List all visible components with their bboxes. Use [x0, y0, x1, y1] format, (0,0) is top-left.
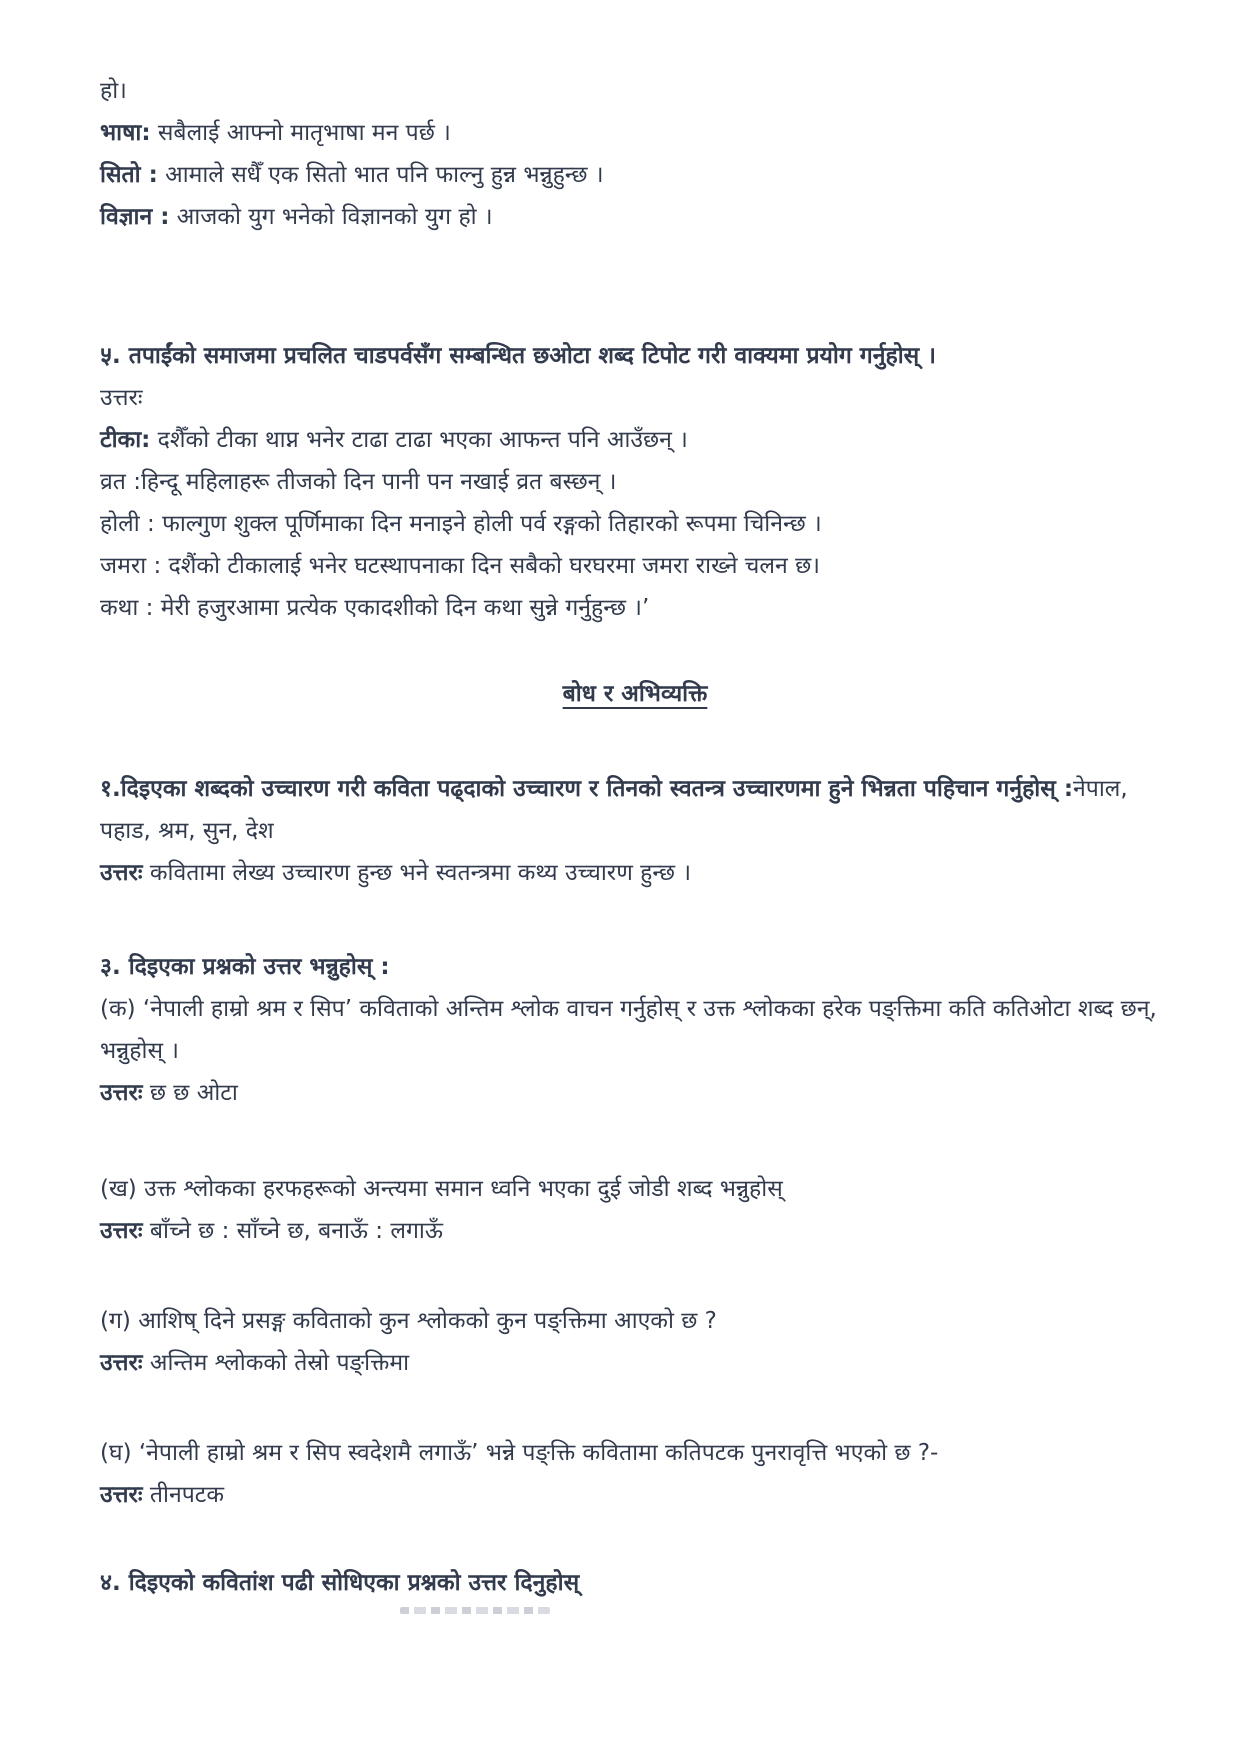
question-5-uttar-label: उत्तरः	[100, 385, 143, 411]
question-1-uttar-label: उत्तरः	[100, 860, 143, 886]
answer-jamara: जमरा : दशैंको टीकालाई भनेर घटस्थापनाका दिन सबैको घरघरमा जमरा राख्ने चलन छ।	[100, 553, 820, 579]
question-3-block	[100, 946, 1170, 1114]
question-5-heading: ५. तपाईंको समाजमा प्रचलित चाडपर्वसँग सम्बन्धित छओटा शब्द टिपोट गरी वाक्यमा प्रयोग गर्नुहोस् ।	[100, 343, 936, 369]
question-3-ga-answer-text: अन्तिम श्लोकको तेस्रो पङ्क्तिमा	[142, 1350, 410, 1376]
question-3-ga-block	[100, 1300, 1170, 1384]
definition-sito	[100, 154, 1170, 196]
question-1-word-list: नेपाल, पहाड, श्रम, सुन, देश	[100, 776, 1136, 844]
question-1-answer-text: कवितामा लेख्य उच्चारण हुन्छ भने स्वतन्त्रमा कथ्य उच्चारण हुन्छ ।	[142, 860, 692, 886]
question-4-heading: ४. दिइएको कवितांश पढी सोधिएका प्रश्नको उत्तर दिनुहोस्	[100, 1570, 580, 1596]
answer-tika-sentence: दशैँको टीका थाप्न भनेर टाढा टाढा भएका आफन्त पनि आउँछन् ।	[150, 427, 688, 453]
question-3-ka: (क) ‘नेपाली हाम्रो श्रम र सिप’ कविताको अन्तिम श्लोक वाचन गर्नुहोस् र उक्त श्लोकका हरेक पङ्क्तिमा कति कतिओटा शब्द छन्, भन्नुहोस् ।	[100, 996, 1165, 1064]
answer-brata: व्रत :हिन्दू महिलाहरू तीजको दिन पानी पन नखाई व्रत बस्छन् ।	[100, 469, 617, 495]
question-4-block	[100, 1562, 1170, 1614]
intro-line-ho	[100, 70, 1170, 112]
question-3-ka-answer-text: छ छ ओटा	[142, 1080, 238, 1106]
definition-bhasha	[100, 112, 1170, 154]
question-5-block	[100, 335, 1170, 629]
definition-bhasha-term: भाषा:	[100, 120, 151, 146]
question-1-answer	[100, 852, 1170, 894]
intro-answers-block	[100, 70, 1170, 238]
question-1-block	[100, 768, 1170, 894]
question-3-heading: ३. दिइएका प्रश्नको उत्तर भन्नुहोस् :	[100, 954, 390, 980]
question-3-ka-answer	[100, 1072, 1170, 1114]
question-3-kha-uttar-label: उत्तरः	[100, 1218, 143, 1244]
question-3-kha-block	[100, 1168, 1170, 1252]
section-heading-bodh-abhivyakti: बोध र अभिव्यक्ति	[562, 681, 708, 707]
definition-sito-sentence: आमाले सधैँ एक सितो भात पनि फाल्नु हुन्न भन्नुहुन्छ ।	[157, 162, 604, 188]
answer-tika-term: टीका:	[100, 427, 151, 453]
definition-bhasha-sentence: सबैलाई आफ्नो मातृभाषा मन पर्छ ।	[150, 120, 451, 146]
answer-katha: कथा : मेरी हजुरआमा प्रत्येक एकादशीको दिन कथा सुन्ने गर्नुहुन्छ ।’	[100, 595, 650, 621]
question-3-gha: (घ) ‘नेपाली हाम्रो श्रम र सिप स्वदेशमै लगाऊँ’ भन्ने पङ्क्ति कवितामा कतिपटक पुनरावृत्ति भएको छ ?-	[100, 1440, 939, 1466]
question-3-gha-block	[100, 1432, 1170, 1516]
definition-sito-term: सितो :	[100, 162, 158, 188]
question-3-kha-answer	[100, 1210, 1170, 1252]
intro-ho-text: हो।	[100, 78, 127, 104]
clipped-next-line-fragment	[400, 1607, 550, 1614]
definition-bigyan-sentence: आजको युग भनेको विज्ञानको युग हो ।	[169, 204, 493, 230]
answer-tika	[100, 419, 1170, 461]
question-3-gha-answer-text: तीनपटक	[142, 1482, 225, 1508]
question-3-ga: (ग) आशिष् दिने प्रसङ्ग कविताको कुन श्लोकको कुन पङ्क्तिमा आएको छ ?	[100, 1308, 717, 1334]
question-3-kha: (ख) उक्त श्लोकका हरफहरूको अन्त्यमा समान ध्वनि भएका दुई जोडी शब्द भन्नुहोस्	[100, 1176, 783, 1202]
question-3-ga-answer	[100, 1342, 1170, 1384]
question-3-gha-uttar-label: उत्तरः	[100, 1482, 143, 1508]
answer-holi: होली : फाल्गुण शुक्ल पूर्णिमाका दिन मनाइने होली पर्व रङ्गको तिहारको रूपमा चिनिन्छ ।	[100, 511, 822, 537]
question-3-ka-uttar-label: उत्तरः	[100, 1080, 143, 1106]
question-3-kha-answer-text: बाँच्ने छ : साँच्ने छ, बनाऊँ : लगाऊँ	[142, 1218, 443, 1244]
question-3-gha-answer	[100, 1474, 1170, 1516]
question-3-ga-uttar-label: उत्तरः	[100, 1350, 143, 1376]
definition-bigyan	[100, 196, 1170, 238]
definition-bigyan-term: विज्ञान :	[100, 204, 170, 230]
question-1-heading-bold: १.दिइएका शब्दको उच्चारण गरी कविता पढ्दाको उच्चारण र तिनको स्वतन्त्र उच्चारणमा हुने भिन्नता पहिचान गर्नुहोस् :	[100, 776, 1074, 802]
question-1-heading	[100, 768, 1170, 852]
